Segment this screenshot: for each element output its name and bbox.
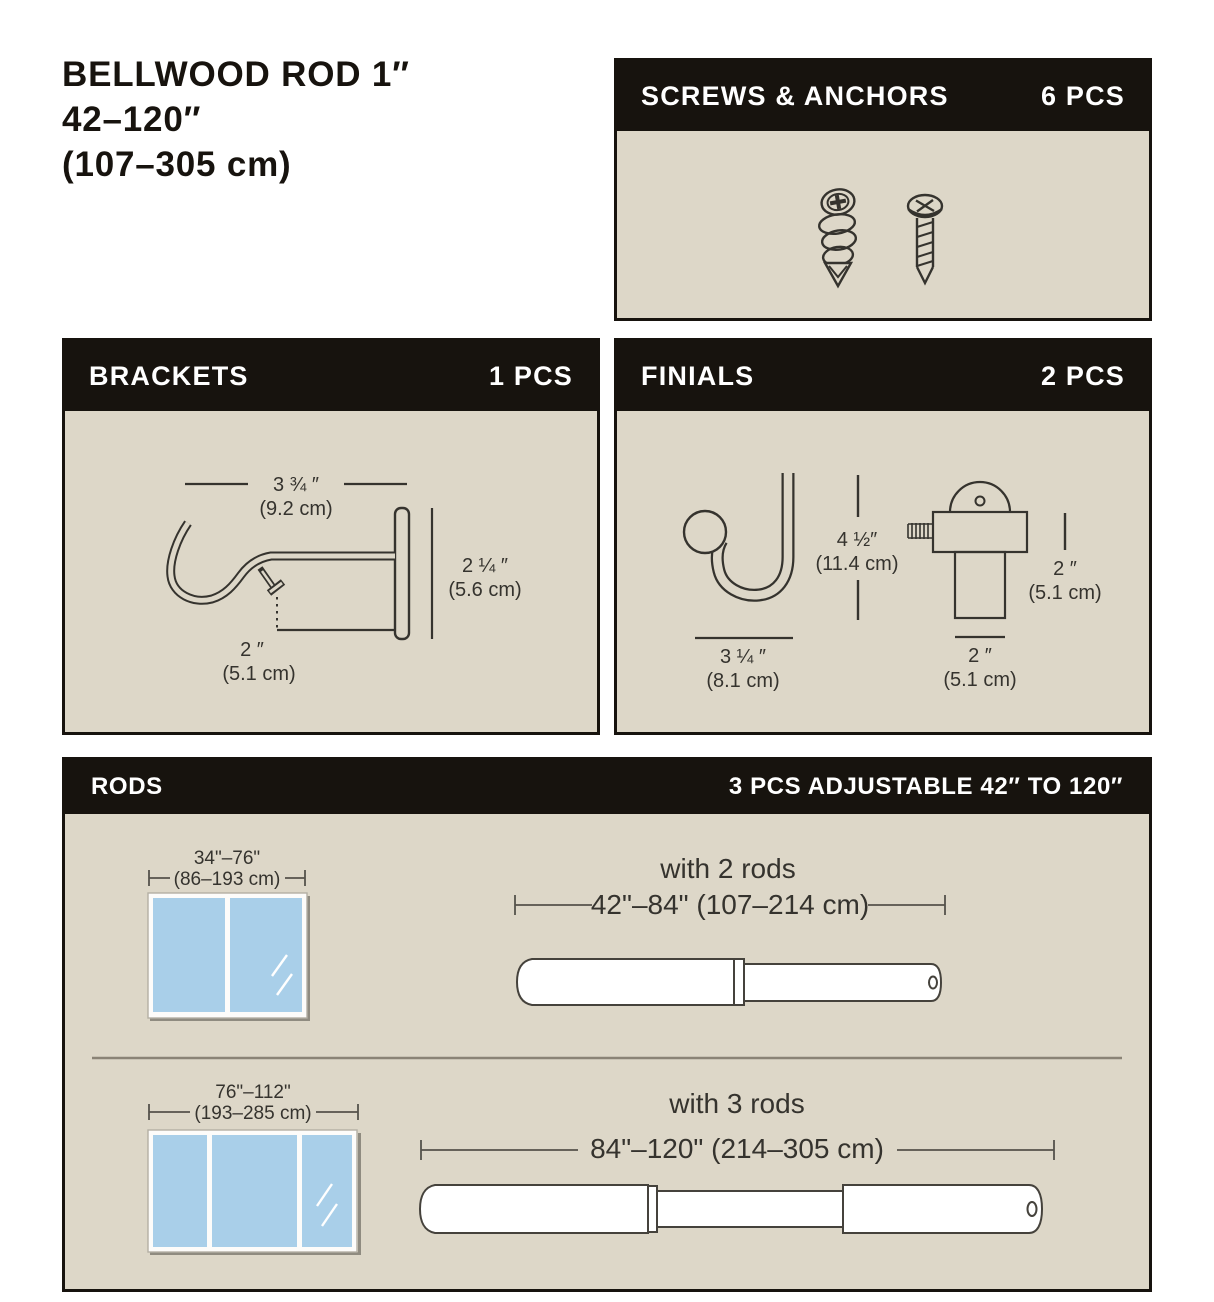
bracket-depth-in: 2 ″ xyxy=(240,639,264,661)
product-title xyxy=(62,52,410,187)
rod-3-section-illustration xyxy=(420,1185,1042,1233)
drywall-anchor-icon xyxy=(818,187,858,286)
post-finial-width-in: 2 ″ xyxy=(968,645,992,667)
rods-header xyxy=(65,760,1149,814)
screws-anchors-panel xyxy=(614,58,1152,321)
finials-diagram xyxy=(617,411,1149,735)
brackets-panel xyxy=(62,338,600,735)
post-finial-height-in: 2 ″ xyxy=(1053,558,1077,580)
screws-anchors-title: SCREWS & ANCHORS xyxy=(641,80,949,111)
rods-count: 3 PCS ADJUSTABLE 42″ TO 120″ xyxy=(728,773,1123,800)
brackets-count: 1 PCS xyxy=(488,360,573,391)
screws-anchors-count: 6 PCS xyxy=(1040,80,1125,111)
hook-finial-width-cm: (8.1 cm) xyxy=(706,670,780,692)
window2-range-in: 76"–112" xyxy=(215,1082,291,1103)
hook-finial-height-in: 4 ½″ xyxy=(836,529,878,551)
bracket-height-cm: (5.6 cm) xyxy=(448,579,522,601)
rods-title: RODS xyxy=(91,773,163,800)
rods-body xyxy=(65,814,1149,1294)
rods-panel xyxy=(62,757,1152,1292)
rod2-range-label: 84"–120" (214–305 cm) xyxy=(590,1133,884,1164)
product-title-line1: BELLWOOD ROD 1″ xyxy=(62,55,410,94)
screw-anchor-illustration xyxy=(767,169,1007,309)
post-finial-illustration xyxy=(908,482,1027,618)
rod2-config-label: with 3 rods xyxy=(669,1088,805,1119)
hook-finial-illustration xyxy=(684,473,788,595)
window-3-pane-illustration xyxy=(148,1130,360,1254)
window1-range-in: 34"–76" xyxy=(193,848,261,869)
rod1-range-label: 42"–84" (107–214 cm) xyxy=(590,889,870,920)
brackets-header xyxy=(65,341,597,411)
finials-title: FINIALS xyxy=(641,360,755,391)
rods-diagram xyxy=(65,814,1149,1289)
bracket-diagram xyxy=(65,411,597,735)
rod1-config-label: with 2 rods xyxy=(660,853,796,884)
product-title-line2: 42–120″ xyxy=(62,100,202,139)
brackets-body xyxy=(65,411,597,740)
screws-anchors-header xyxy=(617,61,1149,131)
hook-finial-width-in: 3 ¼ ″ xyxy=(720,646,766,668)
finials-panel xyxy=(614,338,1152,735)
hook-finial-height-cm: (11.4 cm) xyxy=(815,553,899,575)
bracket-depth-cm: (5.1 cm) xyxy=(222,663,296,685)
window-2-pane-illustration xyxy=(148,893,309,1020)
finials-header xyxy=(617,341,1149,411)
bracket-height-in: 2 ¼ ″ xyxy=(462,555,508,577)
screw-icon xyxy=(908,195,942,283)
finials-count: 2 PCS xyxy=(1040,360,1125,391)
window1-range-cm: (86–193 cm) xyxy=(173,869,281,890)
finials-body xyxy=(617,411,1149,740)
bracket-width-in: 3 ¾ ″ xyxy=(273,474,319,496)
bracket-width-cm: (9.2 cm) xyxy=(259,498,333,520)
brackets-title: BRACKETS xyxy=(89,360,249,391)
product-title-line3: (107–305 cm) xyxy=(62,145,292,184)
rod-2-section-illustration xyxy=(517,959,941,1005)
window2-range-cm: (193–285 cm) xyxy=(194,1103,312,1124)
post-finial-height-cm: (5.1 cm) xyxy=(1028,582,1102,604)
post-finial-width-cm: (5.1 cm) xyxy=(943,669,1017,691)
